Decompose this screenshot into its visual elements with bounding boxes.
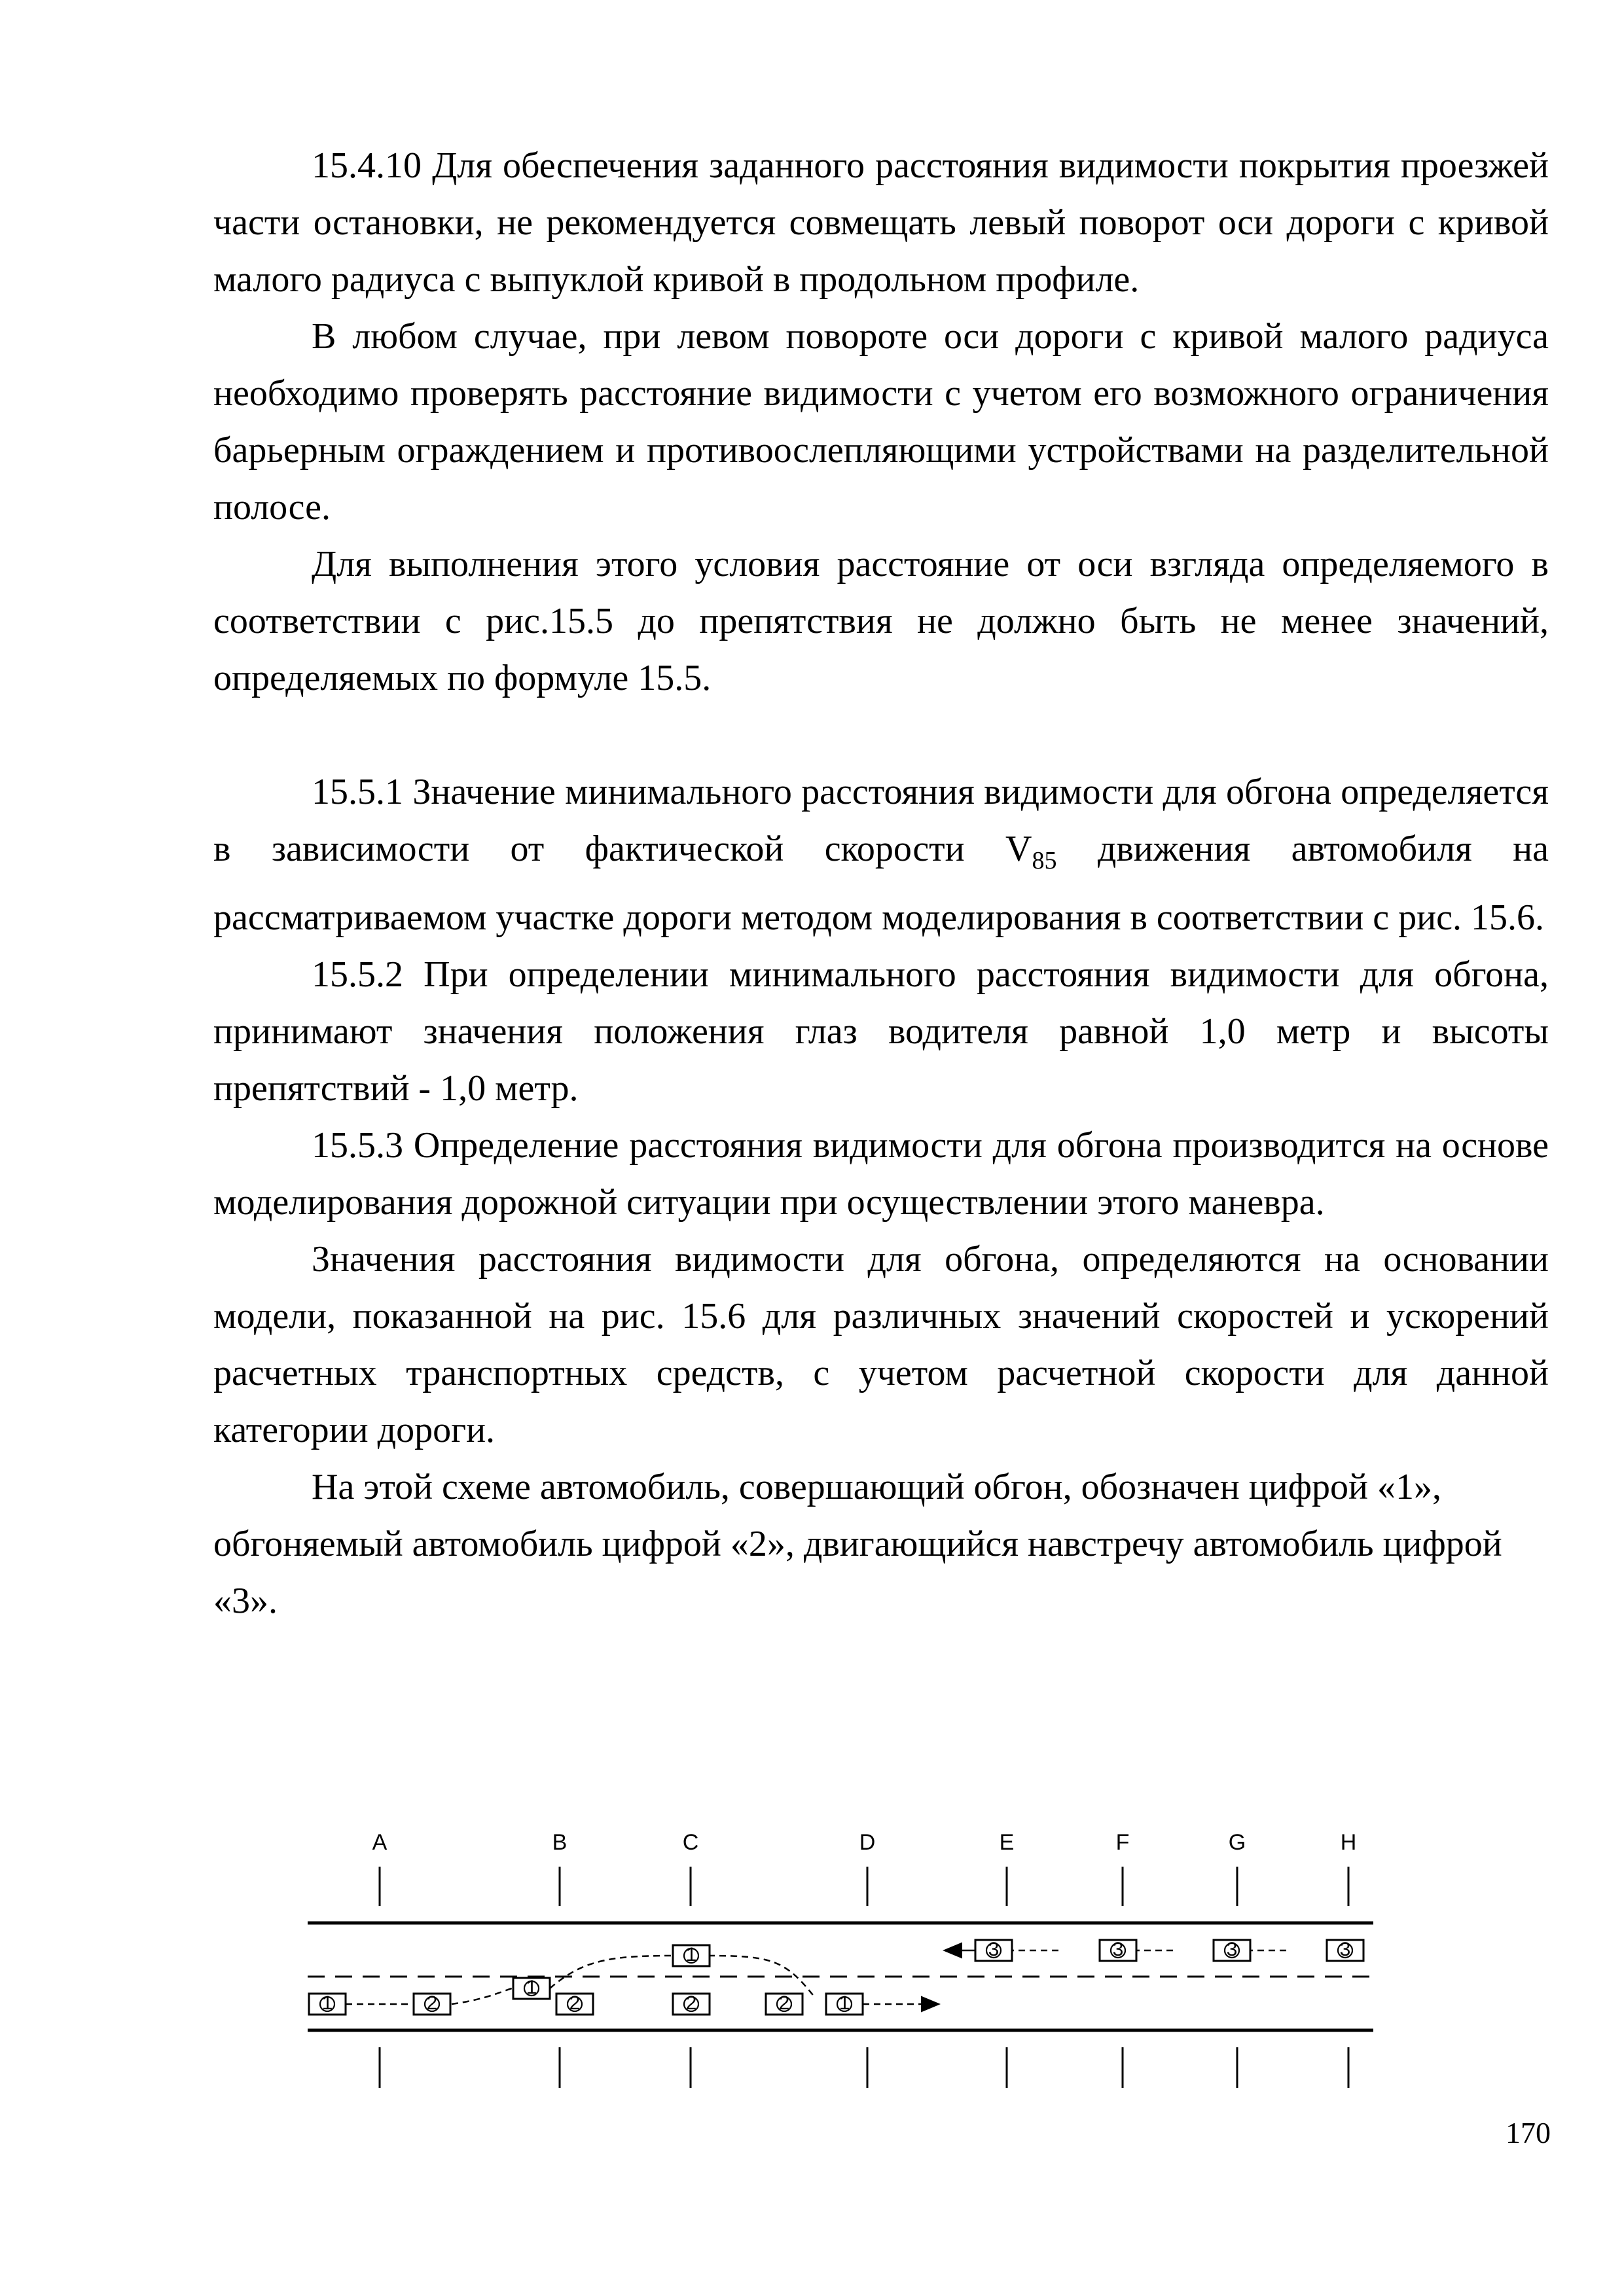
section-label-b: B [552, 1830, 568, 1855]
vehicle-oncoming [1100, 1939, 1136, 1961]
paragraph-scheme-legend: На этой схеме автомобиль, совершающий обгон, обозначен цифрой «1», обгоняемый автомобиль цифрой «2», двигающийся навстречу автомобиль цифрой «3». [213, 1467, 1502, 1622]
paragraph-15-5-2: 15.5.2 При определении минимального расстояния видимости для обгона, принимают значения положения глаз водителя равной 1,0 метр и высоты препятствий - 1,0 метр. [213, 954, 1549, 1109]
paragraph-15-5-1-part-a: 15.5.1 Значение минимального расстояния видимости для обгона определяется в зависимости от фактической скорости V [213, 772, 1549, 869]
vehicle-overtaken [556, 1992, 593, 2015]
svg-text:2: 2 [685, 1992, 697, 2014]
section-label-a: A [372, 1830, 388, 1855]
svg-text:1: 1 [839, 1992, 850, 2014]
section-label-d: D [859, 1830, 876, 1855]
vehicle-oncoming [1214, 1939, 1250, 1961]
paragraph-15-4-10: 15.4.10 Для обеспечения заданного расстояния видимости покрытия проезжей части остановки, не рекомендуется совмещать левый поворот оси дороги с кривой малого радиуса с выпуклой кривой в продольном профиле. [213, 145, 1549, 300]
paragraph-15-5-1 [213, 764, 1549, 946]
section-label-f: F [1115, 1830, 1130, 1855]
svg-text:1: 1 [526, 1977, 537, 1998]
overtaking-diagram [301, 1826, 1375, 2088]
section-label-e: E [999, 1830, 1015, 1855]
path-overtake-out [550, 1956, 674, 1988]
paragraph-condition: Для выполнения этого условия расстояние от оси взгляда определяемого в соответствии с рис.15.5 до препятствия не должно быть не менее значений, определяемых по формуле 15.5. [213, 544, 1549, 698]
vehicle-overtaken [414, 1992, 450, 2015]
vehicle-overtaking [826, 1992, 863, 2015]
vehicle-oncoming [1327, 1939, 1363, 1961]
svg-text:2: 2 [569, 1992, 581, 2014]
svg-text:3: 3 [1226, 1939, 1238, 1960]
svg-text:1: 1 [685, 1944, 697, 1965]
vehicle-overtaken [766, 1992, 803, 2015]
vehicle-overtaking [309, 1992, 346, 2015]
body-text [213, 137, 1549, 1630]
svg-text:1: 1 [321, 1992, 333, 2014]
svg-text:3: 3 [1339, 1939, 1351, 1960]
page-number: 170 [1506, 2116, 1551, 2149]
section-label-h: H [1340, 1830, 1357, 1855]
paragraph-15-5-3: 15.5.3 Определение расстояния видимости для обгона производится на основе моделирования дорожной ситуации при осуществлении этого маневра. [213, 1125, 1549, 1223]
paragraph-15-5-1-part-b: движения автомобиля на рассматриваемом участке дороги методом моделирования в соответствии с рис. 15.6. [213, 829, 1549, 939]
paragraph-values: Значения расстояния видимости для обгона, определяются на основании модели, показанной на рис. 15.6 для различных значений скоростей и ускорений расчетных транспортных средств, с учетом расчетной скорости для данной категории дороги. [213, 1239, 1549, 1451]
section-markers [372, 1830, 1357, 2088]
section-label-c: C [682, 1830, 699, 1855]
svg-text:2: 2 [426, 1992, 438, 2014]
svg-text:2: 2 [778, 1992, 790, 2014]
svg-text:3: 3 [988, 1939, 1000, 1960]
section-label-g: G [1228, 1830, 1246, 1855]
vehicle-overtaken [673, 1992, 710, 2015]
paragraph-left-turn-check: В любом случае, при левом повороте оси дороги с кривой малого радиуса необходимо проверять расстояние видимости с учетом его возможного ограничения барьерным ограждением и противоослепляющими устройствами на разделительной полосе. [213, 316, 1549, 528]
path-segment [452, 1988, 512, 2004]
svg-text:3: 3 [1112, 1939, 1124, 1960]
vehicle-overtaking [673, 1944, 710, 1966]
vehicle-overtaking [513, 1977, 550, 1999]
speed-subscript: 85 [1032, 847, 1057, 875]
vehicle-oncoming [975, 1939, 1012, 1961]
